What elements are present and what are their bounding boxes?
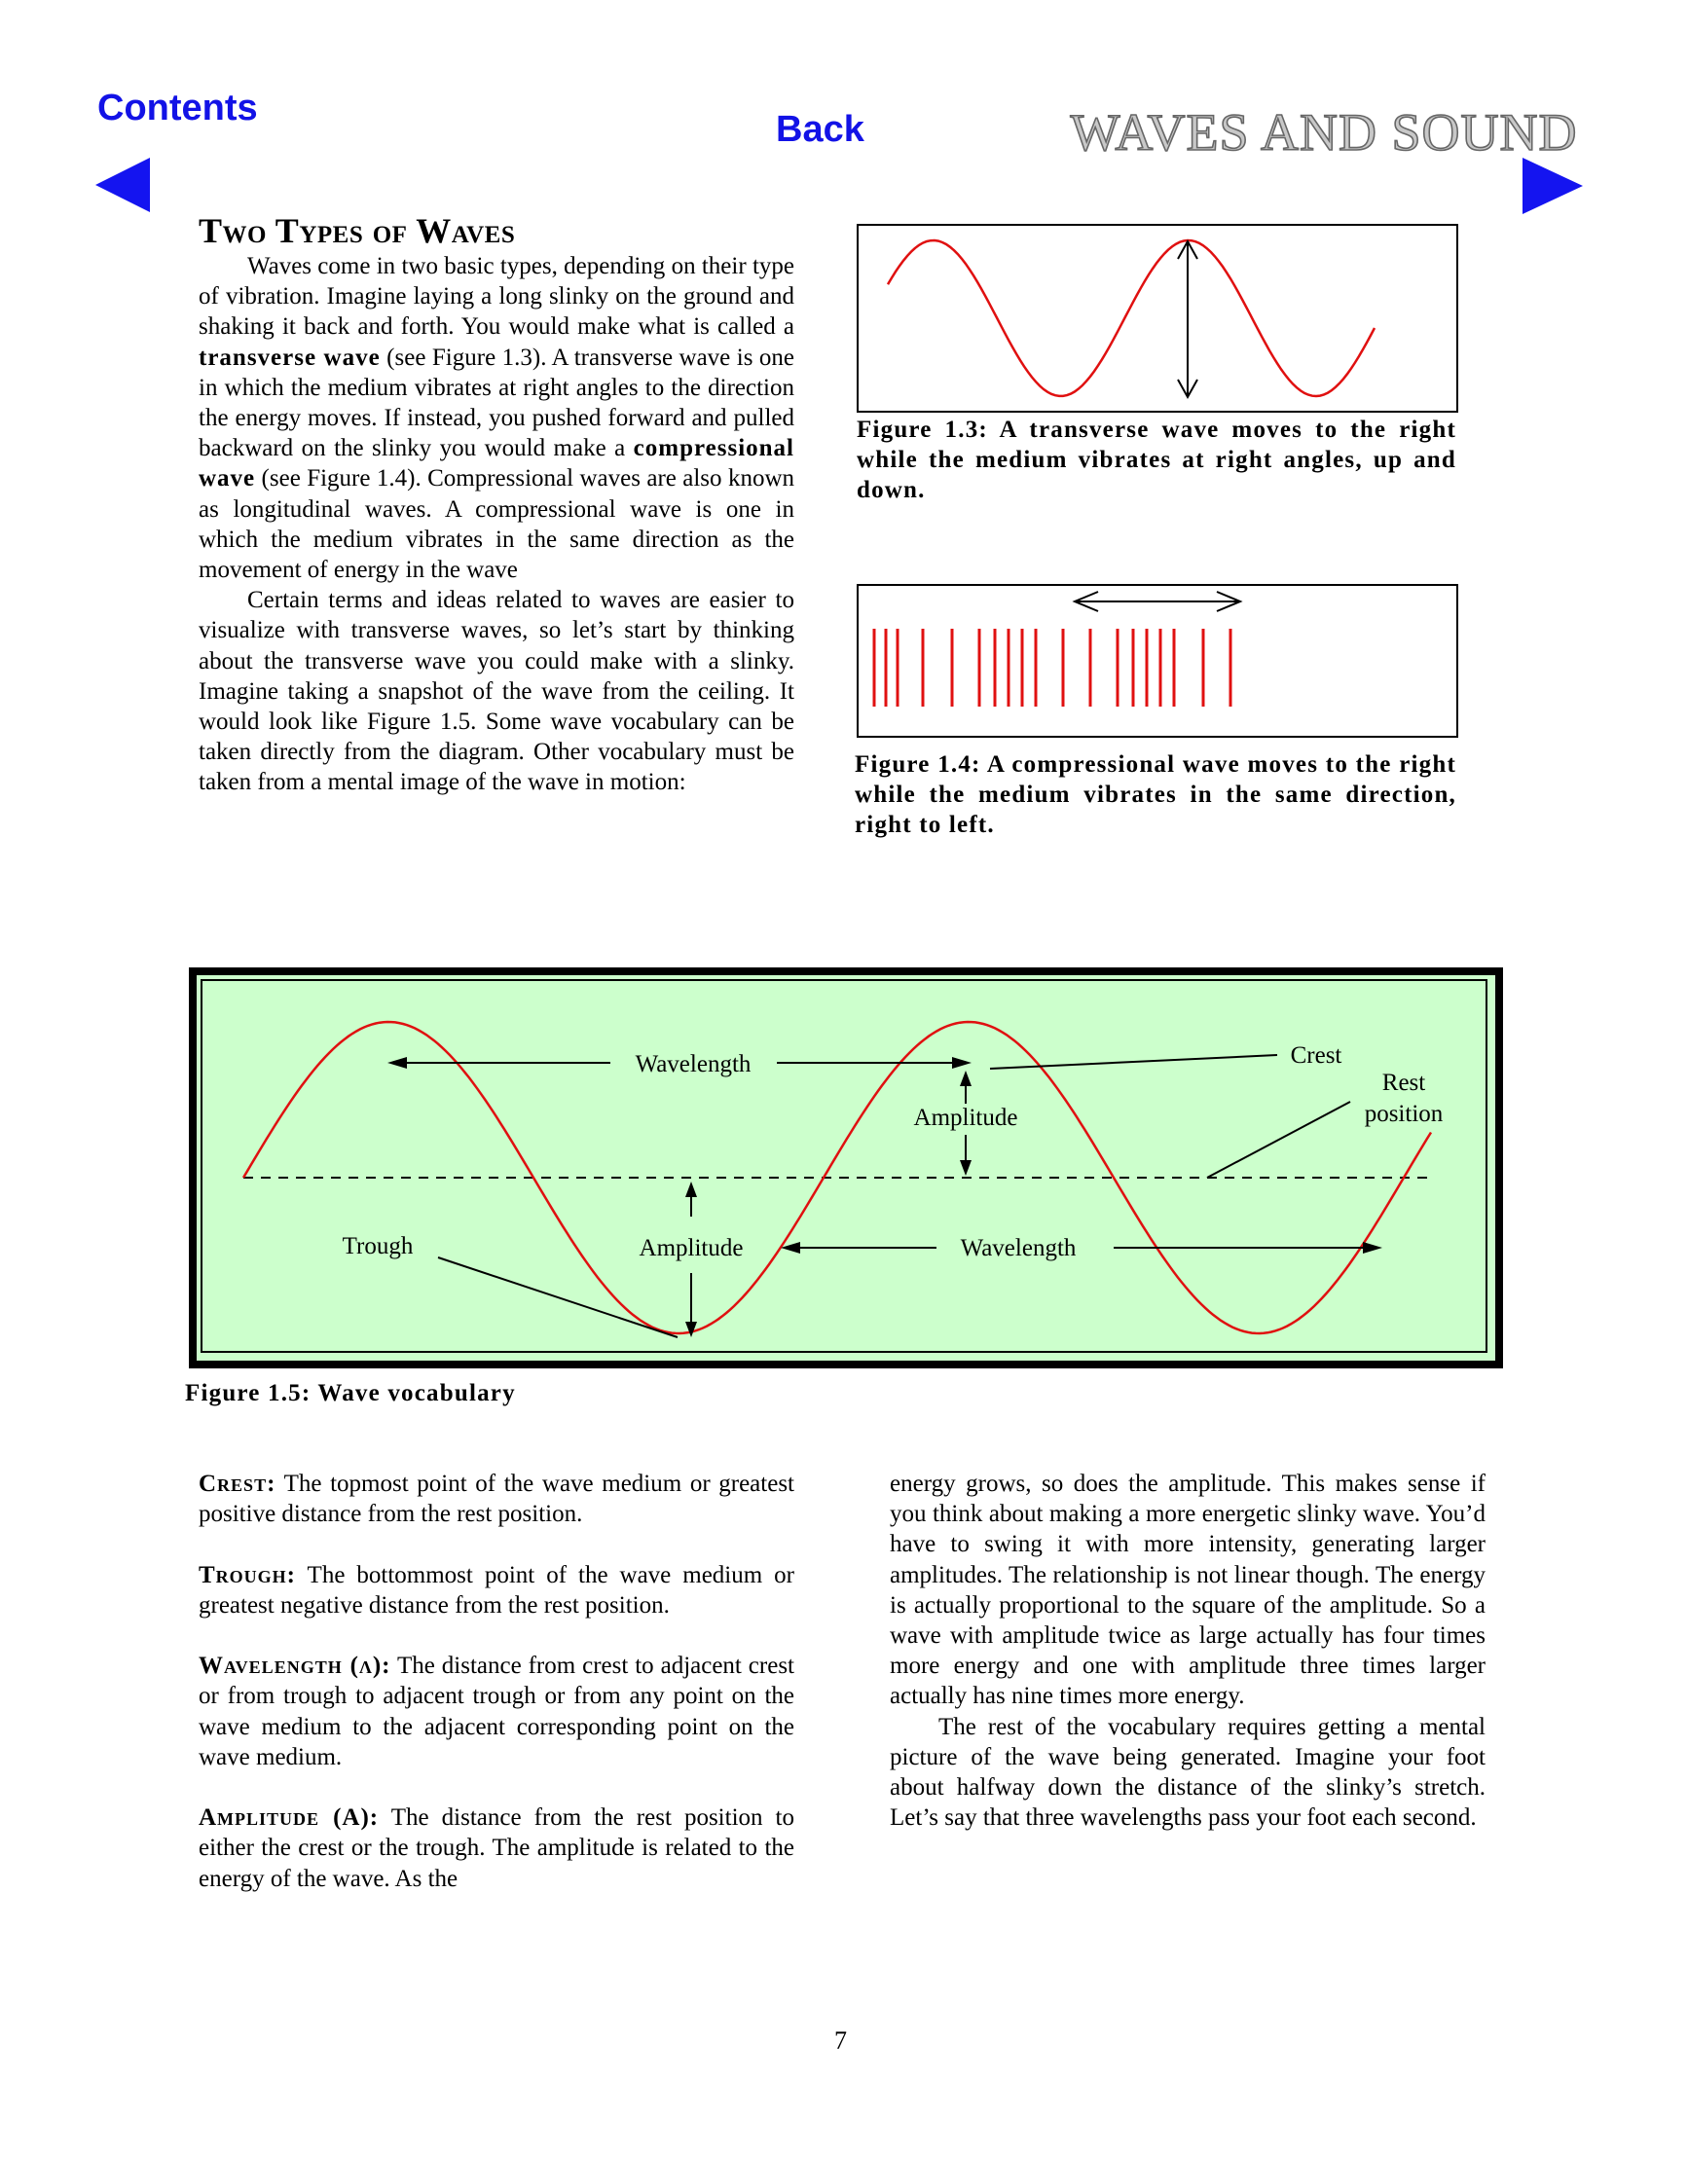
intro-p2: Certain terms and ideas related to waves are easier to visualize with transverse waves, so let’s start by thinking about the transverse wave you could make with a slinky. Imagine taking a snapshot of the wave from the ceiling. It would look like Figure 1.5. Some wave vocabulary can be taken directly from the diagram. Other vocabulary must be taken from a mental image of the wave in motion:: [199, 587, 794, 796]
page-number: 7: [834, 2026, 847, 2055]
term-wavelength: Wavelength (λ):: [199, 1653, 391, 1680]
intro-p1-c: (see Figure 1.4). Compressional waves are also known as longitudinal waves. A compressional wave is one in which the medium vibrates in the same direction as the movement of energy in the wave: [199, 465, 794, 584]
figure-1-4: [857, 584, 1458, 738]
figure-1-5-caption: Figure 1.5: Wave vocabulary: [185, 1380, 516, 1406]
figure-1-4-caption: Figure 1.4: A compressional wave moves to the right while the medium vibrates in the same direction, right to left.: [855, 751, 1456, 838]
rest-position-pointer: [1207, 1102, 1350, 1178]
definition-crest: [199, 1469, 794, 1529]
wavelength-top-right-arrowhead: [952, 1057, 972, 1069]
brand-title: [1042, 97, 1606, 165]
figure-1-5-outer-frame: [197, 975, 1495, 1361]
term-amplitude: Amplitude (A):: [199, 1804, 380, 1832]
brand-title-text: WAVES AND SOUND: [1070, 103, 1578, 162]
crest-label: Crest: [1290, 1042, 1342, 1069]
term-compressional-wave: compressional wave: [199, 435, 794, 492]
back-link[interactable]: Back: [776, 109, 864, 150]
intro-p1-b: (see Figure 1.3). A transverse wave is one in which the medium vibrates at right angles to the direction the energy moves. If instead, you pushed forward and pulled backward on the slinky you would make a: [199, 344, 794, 462]
amplitude-top-arrowhead-down: [960, 1160, 972, 1176]
intro-text: [199, 251, 794, 798]
energy-p2: The rest of the vocabulary requires getting a mental picture of the wave being generated. Imagine your foot about halfway down the distance of the slinky’s stretch. Let’s say that three wavelengths pass your foot each second.: [890, 1713, 1486, 1832]
left-arrow-icon[interactable]: [93, 156, 152, 214]
wavelength-top-left-arrowhead: [387, 1057, 407, 1069]
text-amplitude: The distance from the rest position to either the crest or the trough. The amplitude is related to the energy of the wave. As the: [199, 1804, 794, 1892]
rest-label: Rest: [1381, 1070, 1426, 1096]
amplitude-top-label: Amplitude: [913, 1105, 1018, 1131]
term-crest: Crest:: [199, 1471, 276, 1497]
amplitude-bottom-arrowhead-down: [685, 1322, 697, 1337]
compressional-wave-diagram: [859, 586, 1456, 736]
wavelength-bottom-right-arrowhead: [1363, 1242, 1382, 1254]
term-transverse-wave: transverse wave: [199, 344, 381, 371]
wavelength-top-label: Wavelength: [635, 1051, 752, 1077]
figure-1-5: [189, 967, 1503, 1368]
definitions: [199, 1469, 794, 1924]
transverse-wave-diagram: [859, 226, 1456, 411]
figure-1-3: [857, 224, 1458, 413]
section-title: Two Types of Waves: [199, 211, 516, 250]
trough-label: Trough: [342, 1233, 414, 1259]
amplitude-top-arrowhead-up: [960, 1071, 972, 1086]
position-label: position: [1364, 1101, 1444, 1127]
figure-1-3-caption: Figure 1.3: A transverse wave moves to the right while the medium vibrates at right angles, up and down.: [857, 417, 1456, 503]
energy-text: [890, 1469, 1486, 1833]
wave-vocabulary-diagram: [197, 975, 1495, 1361]
text-trough: The bottommost point of the wave medium or greatest negative distance from the rest position.: [199, 1561, 794, 1619]
transverse-wave-curve: [888, 240, 1375, 396]
amplitude-bottom-arrowhead-up: [685, 1182, 697, 1197]
definition-amplitude: [199, 1802, 794, 1894]
compression-lines: [874, 629, 1230, 707]
intro-p1-a: Waves come in two basic types, depending on their type of vibration. Imagine laying a long slinky on the ground and shaking it back and forth. You would make what is called a: [199, 253, 794, 341]
definition-wavelength: [199, 1651, 794, 1772]
trough-pointer: [438, 1257, 678, 1337]
amplitude-bottom-label: Amplitude: [639, 1235, 744, 1261]
text-crest: The topmost point of the wave medium or greatest positive distance from the rest position.: [199, 1471, 794, 1528]
text-wavelength: The distance from crest to adjacent crest or from trough to adjacent trough or from any point on the wave medium to the adjacent corresponding point on the wave medium.: [199, 1653, 794, 1770]
contents-link[interactable]: Contents: [97, 88, 258, 128]
term-trough: Trough:: [199, 1561, 297, 1588]
energy-p1: energy grows, so does the amplitude. This makes sense if you think about making a more energetic slinky wave. You’d have to swing it with more intensity, generating larger amplitudes. The relationship is not linear though. The energy is actually proportional to the square of the amplitude. So a wave with amplitude twice as large actually has four times more energy and one with amplitude three times larger actually has nine times more energy.: [890, 1471, 1486, 1710]
definition-trough: [199, 1560, 794, 1620]
wavelength-bottom-label: Wavelength: [960, 1235, 1077, 1261]
